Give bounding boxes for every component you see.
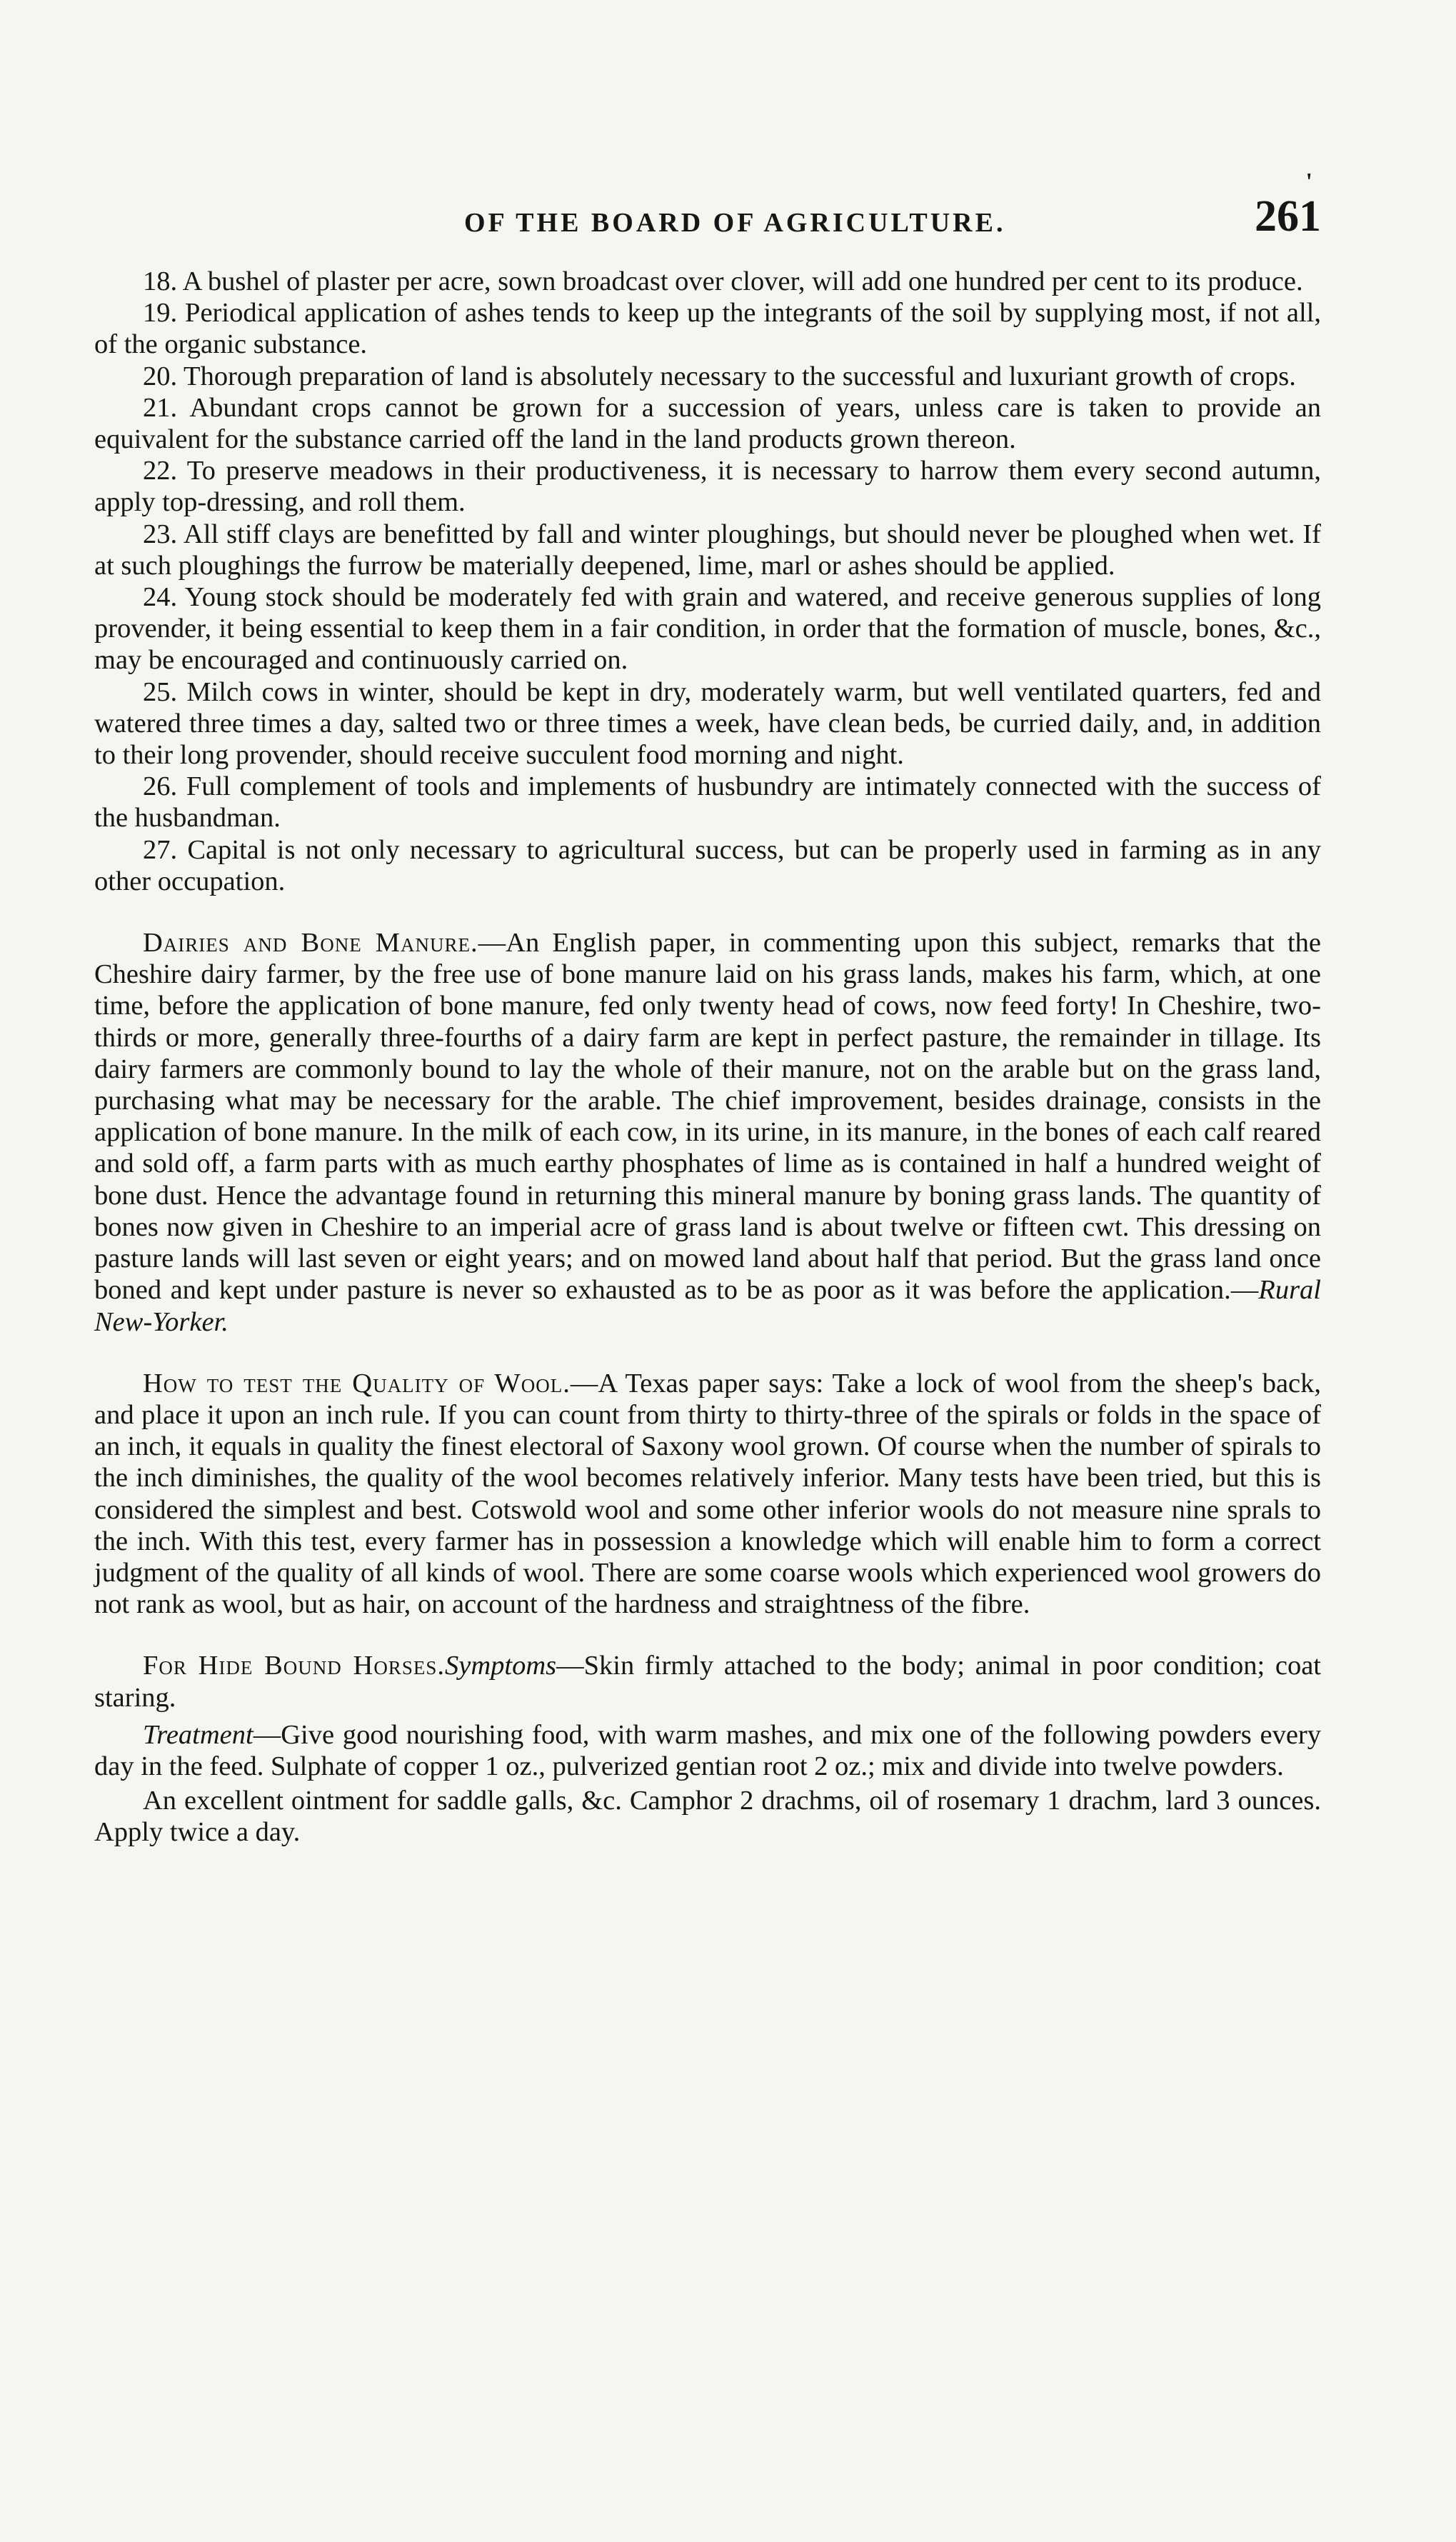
article-wool-quality: [94, 1368, 1321, 1621]
page-header: [93, 169, 1321, 244]
article-text: —A Texas paper says: Take a lock of wool from the sheep's back, and place it upon an inch rule. If you can count from thirty to thirty-three of the spirals or folds in the space of an inch, it equals in quality the finest electoral of Saxony wool grown. Of course when the number of spirals to the inch diminishes, the quality of the wool becomes relatively inferior. Many tests have been tried, but this is considered the simplest and best. Cotswold wool and some other inferior wools do not measure nine sprals to the inch. With this test, every farmer has in possession a knowledge which will enable him to form a correct judgment of the quality of all kinds of wool. There are some coarse wools which experienced wool growers do not rank as wool, but as hair, on account of the hardness and straightness of the fibre.: [94, 1368, 1321, 1620]
ointment-paragraph: An excellent ointment for saddle galls, &c. Camphor 2 drachms, oil of rosemary 1 drachm, lard 3 ounces. Apply twice a day.: [94, 1786, 1321, 1848]
rule-19: 19. Periodical application of ashes tends to keep up the integrants of the soil by supplying most, if not all, of the organic substance.: [94, 298, 1321, 360]
rule-26: 26. Full complement of tools and implements of husbundry are intimately connected with the success of the husbandman.: [94, 771, 1321, 834]
running-head: OF THE BOARD OF AGRICULTURE.: [464, 208, 1006, 238]
treatment-label: Treatment: [143, 1719, 253, 1750]
article-heading: How to test the Quality of Wool.: [143, 1368, 571, 1398]
rules-list: [94, 266, 1321, 897]
page-number: 261: [1255, 192, 1321, 241]
article-text: —An English paper, in commenting upon this subject, remarks that the Cheshire dairy farmer, by the free use of bone manure laid on his grass lands, makes his farm, which, at one time, before the application of bone manure, fed only twenty head of cows, now feed forty! In Cheshire, two-thirds or more, generally three-fourths of a dairy farm are kept in perfect pasture, the remainder in tillage. Its dairy farmers are commonly bound to lay the whole of their manure, not on the arable but on the grass land, purchasing what may be necessary for the arable. The chief improvement, besides drainage, consists in the application of bone manure. In the milk of each cow, in its urine, in its manure, in the bones of each calf reared and sold off, a farm parts with as much earthy phosphates of lime as is contained in half a hundred weight of bone dust. Hence the advantage found in returning this mineral manure by boning grass lands. The quantity of bones now given in Cheshire to an imperial acre of grass land is about twelve or fifteen cwt. This dressing on pasture lands will last seven or eight years; and on mowed land about half that period. But the grass land once boned and kept under pasture is never so exhausted as to be as poor as it was before the application.—: [94, 928, 1321, 1306]
rule-24: 24. Young stock should be moderately fed with grain and watered, and receive generous supplies of long provender, it being essential to keep them in a fair condition, in order that the formation of muscle, bones, &c., may be encouraged and continuously carried on.: [94, 582, 1321, 676]
page-body: [94, 266, 1321, 1848]
symptoms-text: —Skin firmly attached to the body; animal in poor condition; coat staring.: [94, 1651, 1322, 1713]
rule-27: 27. Capital is not only necessary to agricultural success, but can be properly used in farming as in any other occupation.: [94, 834, 1321, 896]
article-hide-bound-horses: [94, 1650, 1321, 1713]
rule-20: 20. Thorough preparation of land is absolutely necessary to the successful and luxuriant growth of crops.: [143, 361, 1296, 391]
rule-23: 23. All stiff clays are benefitted by fall and winter ploughings, but should never be ploughed when wet. If at such ploughings the furrow be materially deepened, lime, marl or ashes should be applied.: [94, 519, 1321, 581]
rule-25: 25. Milch cows in winter, should be kept in dry, moderately warm, but well ventilated quarters, fed and watered three times a day, salted two or three times a week, have clean beds, be curried daily, and, in addition to their long provender, should receive succulent food morning and night.: [94, 676, 1321, 771]
article-heading: For Hide Bound Horses.: [143, 1651, 445, 1681]
corner-mark: ': [1305, 169, 1312, 195]
rule-21: 21. Abundant crops cannot be grown for a succession of years, unless care is taken to provide an equivalent for the substance carried off the land in the land products grown thereon.: [94, 392, 1321, 455]
symptoms-label: Symptoms: [444, 1651, 557, 1681]
article-source: Rural New-Yorker.: [94, 1275, 1321, 1337]
article-heading: Dairies and Bone Manure.: [143, 928, 478, 959]
rule-18: 18. A bushel of plaster per acre, sown broadcast over clover, will add one hundred per cent to its produce.: [143, 266, 1303, 296]
treatment-text: —Give good nourishing food, with warm mashes, and mix one of the following powders every day in the feed. Sulphate of copper 1 oz., pulverized gentian root 2 oz.; mix and divide into twelve powders.: [94, 1719, 1321, 1781]
treatment-paragraph: [94, 1719, 1321, 1782]
rule-22: 22. To preserve meadows in their productiveness, it is necessary to harrow them every second autumn, apply top-dressing, and roll them.: [94, 456, 1321, 518]
article-dairies-bone-manure: [94, 927, 1321, 1338]
